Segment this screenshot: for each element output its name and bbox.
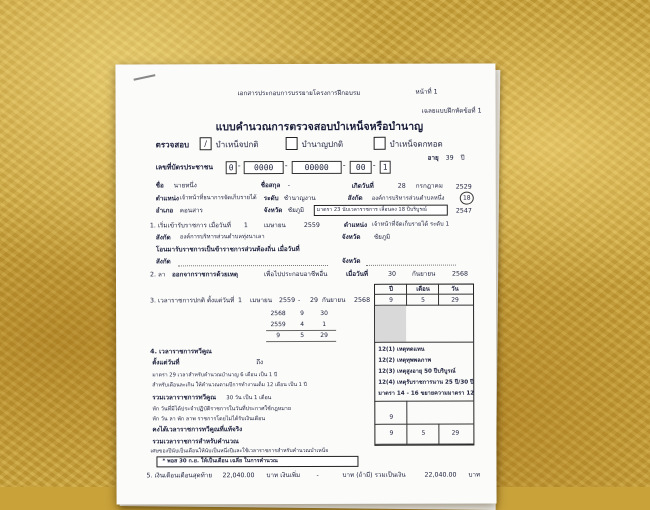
amphoe-label: อำเภอ bbox=[155, 207, 174, 215]
sec1-province-label: จังหวัด bbox=[341, 233, 361, 241]
calc-r2-month: 4 bbox=[300, 321, 305, 329]
age-unit: ปี bbox=[460, 154, 465, 162]
sec4-note4: หัก วัน ลา พัก ลาพ ราชการโดยไม่ได้รับเงินเดือน bbox=[152, 416, 266, 423]
page-number: หน้าที่ 1 bbox=[415, 88, 438, 96]
calc-r3-month: 5 bbox=[300, 332, 305, 340]
dept-value: องค์การบริหารส่วนตำบลหนึ่ง bbox=[371, 195, 445, 202]
id-digit-group-3: 00000 bbox=[292, 161, 342, 174]
surname-label: ชื่อสกุล bbox=[260, 182, 281, 190]
calc-r1-day: 30 bbox=[320, 309, 328, 317]
sec3-from-day: 1 bbox=[238, 297, 243, 305]
province-value: ชัยภูมิ bbox=[287, 207, 305, 215]
sec2-reason-value: เพื่อไปประกอบอาชีพอื่น bbox=[263, 270, 328, 279]
main-row-day: 29 bbox=[451, 296, 459, 304]
sec3-to-label: - bbox=[298, 297, 301, 305]
main-row-month: 5 bbox=[421, 296, 425, 304]
sec2-month: กันยายน bbox=[411, 270, 436, 278]
dept-label: สังกัด bbox=[347, 194, 363, 202]
sec4-note1: มาตรา 29 เวลาสำหรับคำนวณบำนาญ 6 เดือน เป็น 1 ปี bbox=[152, 372, 278, 379]
form-number: เฉลยแบบฝึกหัดข้อที่ 1 bbox=[421, 107, 482, 115]
legal-12-4: 12(4) เหตุรับราชการนาน 25 ปี/30 ปี bbox=[378, 379, 474, 386]
inherited-lump-sum-checkbox[interactable] bbox=[374, 137, 386, 150]
calc-r3-year: 9 bbox=[276, 332, 281, 340]
id-digit-group-2: 0000 bbox=[244, 161, 284, 174]
col-day-header: วัน bbox=[451, 285, 459, 293]
calc-r2-year: 2559 bbox=[270, 321, 286, 329]
form-sheet: เอกสารประกอบการบรรยายโครงการฝึกอบรม หน้าที่ 1 เฉลยแบบฝึกหัดข้อที่ 1 แบบคำนวณการตรวจสอบบำเหน็จหรือบำนาญ ตรวจสอบ / บำเหน็จปกติ บำนาญปกติ บำเหน็จตกทอด เลขที่บัตรประชาชน 0 - 0000 - 00000 - 00 - 1 อายุ 39 ปี ชื่อ นายหนึ่ง ชื่อสกุล - เกิดวันที่ 28 กรกฎาคม 2529 ตำแหน่ง เจ้าหน้าที่ธนาการจัดเก็บรายได้ ระดับ ชำนาญงาน สังกัด องค์การบริหารส่วนตำบลหนึ่ง 18 อำเภอ คอนสาร จังหวัด ชัยภูมิ มาตรา 23 นับเวลาราชการ เลื่อนลง 18 ปีบริบูรณ์ 2547 1. เริ่มเข้ารับราชการ เมื่อวันที่ 1 เมษายน 2559 ตำแหน่ง เจ้าหน้าที่จัดเก็บรายได้ ระดับ 1 สังกัด องค์การบริหารส่วนตำบลทุ่งนาเลา จังหวัด ชัยภูมิ โอนมารับราชการเป็นข้าราชการส่วนท้องถิ่น เมื่อวันที่ สังกัด จังหวัด 2. ลา ออกจากราชการด้วยเหตุ เพื่อไปประกอบอาชีพอื่น เมื่อวันที่ 30 กันยายน 2568 ปี เดือน วัน 9 5 29 3. เวลาราชการปกติ ตั้งแต่วันที่ 1 เมษายน 2559 - 29 กันยายน 2568 2568 9 30 2559 4 1 9 5 29 4. เวลาราชการทวีคูณ ตั้งแต่วันที่ ถึง มาตรา 29 เวลาสำหรับคำนวณบำนาญ 6 เดือน เป็น 1 ปี สำหรับเดือนละเกิน ให้คำนวณตามปีการทำงานเต็ม 12 เดือน เป็น 1 ปี รวมเวลาราชการทวีคูณ 30 วัน เป็น 1 เดือน หัก วันที่มิได้ประจำปฏิบัติราชการในวันที่ประกาศใช้กฎหมาย หัก วัน ลา พัก ลาพ ราชการโดยไม่ได้รับเงินเดือน คงได้เวลาราชการทวีคูณที่แท้จริง รวมเวลาราชการสำหรับคำนวณ 12(1) เหตุทดแทน 12(2) เหตุทุพพลภาพ 12(3) เหตุสูงอายุ 50 ปีบริบูรณ์ 12(4) เหตุรับราชการนาน 25 ปี/30 ปี มาตรา 14 - 16 ขยายความมาตรา 12 9 9 5 29 เศษของปีนับเป็นเดือนให้นับเป็นหนึ่งปีและใช้เวลาราชการสำหรับคำนวณบำเหน็จ * พอส 30 ก.ย. ให้เป็นเดือน เฉลี่ย ในการคำนวณ 5. เงินเดือนเดือนสุดท้าย 22,040.00 บาท เงินเพิ่ม - บาท (ถ้ามี) รวมเป็นเงิน 22,040.00 บาท bbox=[115, 64, 496, 505]
form-title: แบบคำนวณการตรวจสอบบำเหน็จหรือบำนาญ bbox=[215, 120, 424, 134]
sec1-year: 2559 bbox=[303, 221, 320, 230]
shaded-cell bbox=[375, 306, 406, 342]
born-label: เกิดวันที่ bbox=[351, 182, 374, 190]
sec2-year: 2568 bbox=[451, 270, 469, 278]
id-label: เลขที่บัตรประชาชน bbox=[155, 163, 214, 172]
sec3-to-year: 2568 bbox=[354, 296, 371, 304]
normal-pension-checkbox[interactable] bbox=[286, 137, 298, 150]
sec5-add-label: บาท เงินเพิ่ม bbox=[266, 472, 301, 480]
sec1-position-value: เจ้าหน้าที่จัดเก็บรายได้ ระดับ 1 bbox=[371, 221, 450, 228]
id-digit-group-1: 0 bbox=[226, 161, 237, 174]
province-label: จังหวัด bbox=[263, 207, 283, 215]
sec1-dept-value: องค์การบริหารส่วนตำบลทุ่งนาเลา bbox=[179, 234, 265, 241]
born-year: 2529 bbox=[455, 183, 472, 191]
sec4-grand-label: รวมเวลาราชการสำหรับคำนวณ bbox=[152, 438, 239, 446]
sec5-label: 5. เงินเดือนเดือนสุดท้าย bbox=[146, 472, 213, 480]
name-value: นายหนึ่ง bbox=[173, 182, 197, 190]
born-day: 28 bbox=[397, 182, 406, 190]
sec3-to-day: 29 bbox=[310, 296, 319, 304]
sec4-note3: หัก วันที่มิได้ประจำปฏิบัติราชการในวันที่ประกาศใช้กฎหมาย bbox=[152, 406, 292, 413]
inherited-lump-sum-label: บำเหน็จตกทอด bbox=[389, 139, 443, 149]
normal-pension-label: บำนาญปกติ bbox=[301, 139, 344, 150]
final-row-year: 9 bbox=[389, 429, 394, 437]
level-value: ชำนาญงาน bbox=[283, 194, 316, 203]
sec5-total-value: 22,040.00 bbox=[424, 471, 457, 479]
staple bbox=[133, 74, 155, 81]
sec5-total-label: บาท (ถ้ามี) รวมเป็นเงิน bbox=[342, 471, 406, 479]
sec2-day: 30 bbox=[387, 270, 396, 278]
final-row-day: 29 bbox=[451, 429, 460, 437]
sec1-label: 1. เริ่มเข้ารับราชการ เมื่อวันที่ bbox=[149, 222, 231, 230]
sec4-sum-value: 30 วัน เป็น 1 เดือน bbox=[226, 395, 272, 402]
note-year: 2547 bbox=[455, 207, 472, 215]
sec4-total-label: คงได้เวลาราชการทวีคูณที่แท้จริง bbox=[152, 426, 243, 434]
age-label: อายุ bbox=[427, 154, 439, 162]
sec3-to-month: กันยายน bbox=[322, 296, 346, 304]
sec1-dept2-label: สังกัด bbox=[155, 258, 171, 266]
calc-r1-month: 9 bbox=[300, 310, 304, 318]
sec3-from-month: เมษายน bbox=[250, 297, 273, 305]
legal-12-2: 12(2) เหตุทุพพลภาพ bbox=[378, 357, 432, 364]
sec3-from-year: 2559 bbox=[279, 297, 296, 305]
sec1-dept-label: สังกัด bbox=[155, 234, 171, 242]
calc-r1-year: 2568 bbox=[270, 310, 286, 318]
sec1-transfer-label: โอนมารับราชการเป็นข้าราชการส่วนท้องถิ่น เมื่อวันที่ bbox=[155, 246, 300, 254]
sec1-day: 1 bbox=[243, 222, 248, 230]
sec4-footnote: เศษของปีนับเป็นเดือนให้นับเป็นหนึ่งปีและใช้เวลาราชการสำหรับคำนวณบำเหน็จ bbox=[150, 447, 329, 455]
born-month: กรกฎาคม bbox=[415, 182, 443, 190]
surname-value: - bbox=[287, 182, 291, 190]
col-month-header: เดือน bbox=[416, 285, 430, 293]
sec4-to-label: ถึง bbox=[256, 359, 264, 367]
sec4-sum-label: รวมเวลาราชการทวีคูณ bbox=[152, 394, 217, 402]
sec1-month: เมษายน bbox=[263, 222, 286, 230]
name-label: ชื่อ bbox=[155, 182, 164, 190]
sec5-add-value: - bbox=[316, 471, 319, 479]
sec4-note2: สำหรับเดือนละเกิน ให้คำนวณตามปีการทำงานเต็ม 12 เดือน เป็น 1 ปี bbox=[152, 381, 307, 389]
check-label: ตรวจสอบ bbox=[155, 140, 190, 150]
calc-r2-day: 1 bbox=[322, 320, 327, 328]
doc-source: เอกสารประกอบการบรรยายโครงการฝึกอบรม bbox=[237, 89, 361, 98]
main-row-year: 9 bbox=[389, 296, 393, 304]
position-value: เจ้าหน้าที่ธนาการจัดเก็บรายได้ bbox=[179, 195, 257, 202]
age-value: 39 bbox=[445, 154, 454, 162]
legal-section-14-16: มาตรา 14 - 16 ขยายความมาตรา 12 bbox=[378, 390, 475, 397]
id-digit-group-4: 00 bbox=[350, 161, 372, 174]
sec1-province-value: ชัยภูมิ bbox=[373, 233, 391, 241]
sec4-from-label: ตั้งแต่วันที่ bbox=[152, 359, 180, 367]
sec4-label: 4. เวลาราชการทวีคูณ bbox=[150, 348, 212, 356]
calc-r3-day: 29 bbox=[320, 331, 328, 339]
id-digit-group-5: 1 bbox=[380, 161, 391, 174]
legal-12-1: 12(1) เหตุทดแทน bbox=[378, 346, 425, 353]
sec3-label: 3. เวลาราชการปกติ ตั้งแต่วันที่ bbox=[150, 297, 235, 305]
normal-lump-sum-checkbox[interactable]: / bbox=[200, 137, 212, 150]
sec2-reason: ออกจากราชการด้วยเหตุ bbox=[171, 271, 239, 279]
sec4-footnote2: * พอส 30 ก.ย. ให้เป็นเดือน เฉลี่ย ในการคำนวณ bbox=[162, 458, 278, 465]
sec5-salary: 22,040.00 bbox=[222, 472, 255, 480]
legal-12-3: 12(3) เหตุสูงอายุ 50 ปีบริบูรณ์ bbox=[378, 368, 456, 375]
position-label: ตำแหน่ง bbox=[155, 195, 180, 203]
sec2-date-label: เมื่อวันที่ bbox=[345, 270, 369, 278]
lower-cell-year: 9 bbox=[389, 413, 394, 421]
final-row-month: 5 bbox=[421, 429, 426, 437]
circled-number: 18 bbox=[460, 192, 474, 205]
sec1-position-label: ตำแหน่ง bbox=[343, 221, 368, 229]
amphoe-value: คอนสาร bbox=[179, 207, 203, 215]
col-year-header: ปี bbox=[389, 285, 393, 293]
note-text: มาตรา 23 นับเวลาราชการ เลื่อนลง 18 ปีบริบูรณ์ bbox=[316, 206, 427, 213]
sec5-unit: บาท bbox=[468, 471, 481, 479]
normal-lump-sum-label: บำเหน็จปกติ bbox=[215, 140, 259, 150]
level-label: ระดับ bbox=[263, 195, 279, 203]
sec1-province2-label: จังหวัด bbox=[341, 257, 361, 265]
sec2-label: 2. ลา bbox=[149, 271, 166, 279]
